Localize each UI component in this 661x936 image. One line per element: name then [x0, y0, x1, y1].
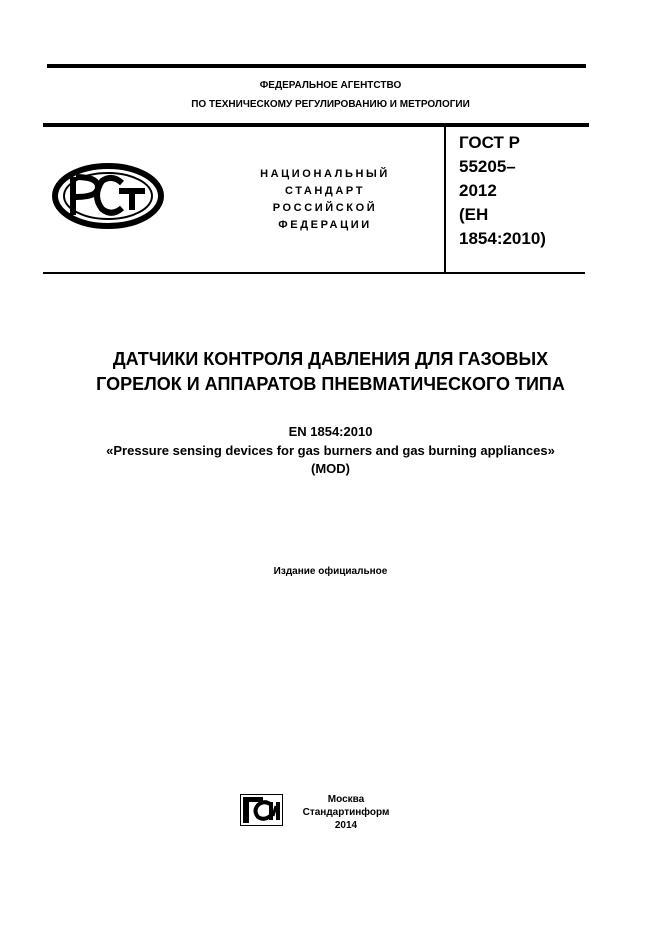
standartinform-logo-icon	[240, 794, 283, 826]
header-rule	[43, 123, 589, 127]
reference-modifier: (MOD)	[311, 461, 350, 476]
publisher-year: 2014	[334, 820, 358, 831]
designation-divider	[444, 127, 446, 273]
publisher-name: Стандартинформ	[302, 807, 390, 818]
reference-title: «Pressure sensing devices for gas burners and gas burning appliances»	[106, 443, 555, 458]
designation-line5: 1854:2010)	[459, 229, 546, 248]
gost-r-mark-icon	[52, 163, 164, 229]
standard-type-line1: НАЦИОНАЛЬНЫЙ	[260, 168, 390, 180]
publisher-logo	[240, 794, 283, 826]
standard-type-line4: ФЕДЕРАЦИИ	[278, 219, 372, 231]
standard-type-line3: РОССИЙСКОЙ	[272, 202, 378, 214]
reference-code: EN 1854:2010	[288, 424, 373, 439]
publisher-city: Москва	[327, 794, 365, 805]
designation-line1: ГОСТ Р	[459, 133, 520, 152]
document-title-line2: ГОРЕЛОК И АППАРАТОВ ПНЕВМАТИЧЕСКОГО ТИПА	[96, 374, 565, 394]
gost-r-logo	[52, 163, 164, 229]
agency-name-line2: ПО ТЕХНИЧЕСКОМУ РЕГУЛИРОВАНИЮ И МЕТРОЛОГИИ	[191, 99, 470, 110]
agency-name-line1: ФЕДЕРАЛЬНОЕ АГЕНТСТВО	[259, 80, 402, 91]
document-title-line1: ДАТЧИКИ КОНТРОЛЯ ДАВЛЕНИЯ ДЛЯ ГАЗОВЫХ	[112, 349, 549, 369]
designation-line4: (ЕН	[459, 205, 489, 224]
edition-label: Издание официальное	[273, 566, 388, 577]
designation-line2: 55205–	[459, 157, 516, 176]
standard-type-line2: СТАНДАРТ	[284, 185, 366, 197]
designation-line3: 2012	[459, 181, 497, 200]
header-bottom-rule	[43, 272, 585, 274]
top-rule	[47, 64, 586, 68]
